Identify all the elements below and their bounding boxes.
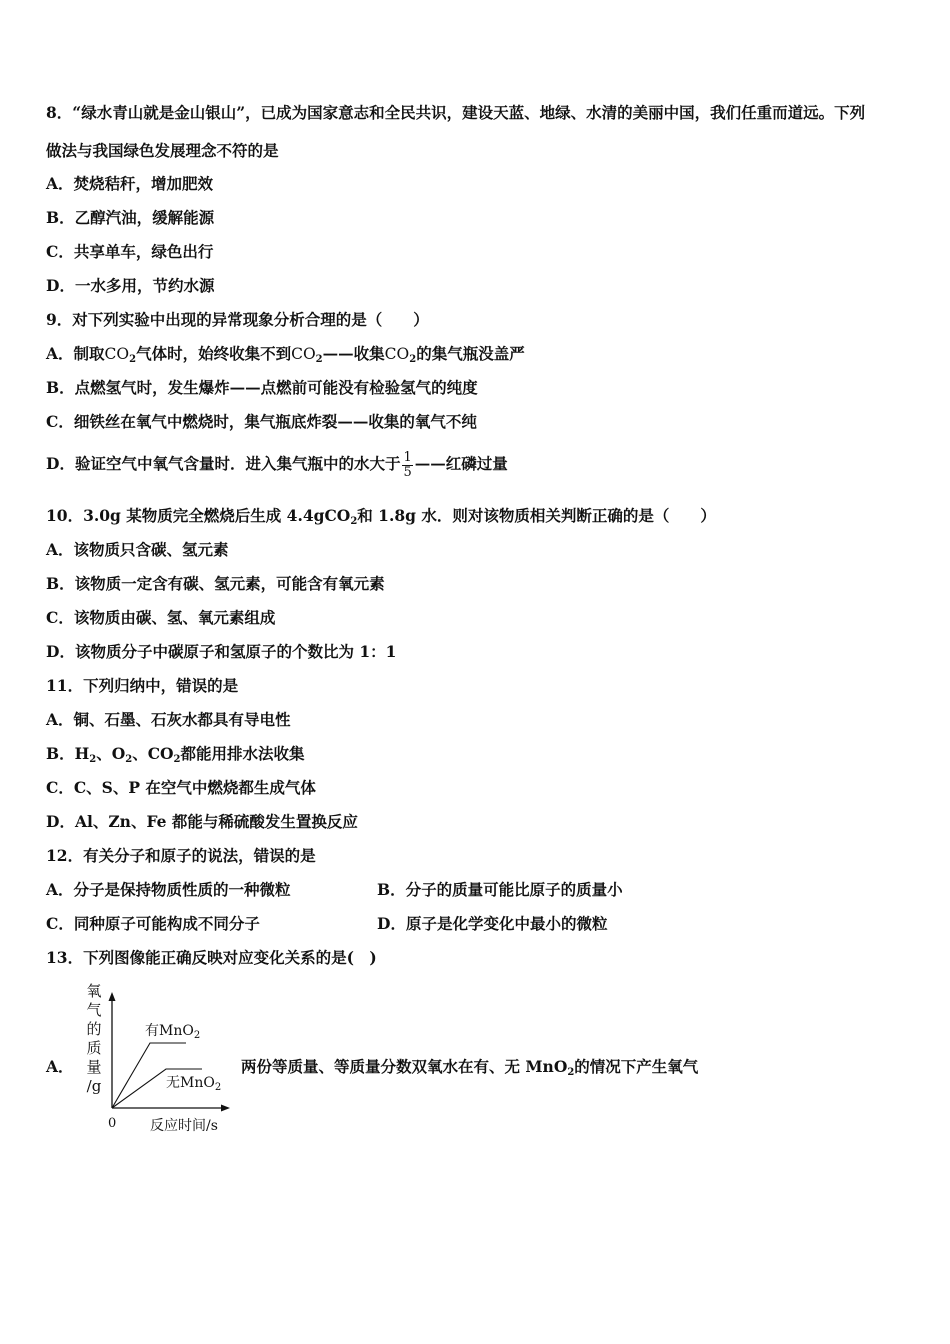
q9-option-d: D．验证空气中氧气含量时．进入集气瓶中的水大于 $\frac{1}{5}$ ——红磷过量 [46, 449, 508, 480]
q8-option-c: C．共享单车，绿色出行 [46, 242, 214, 261]
q10-option-b: B．该物质一定含有碳、氢元素，可能含有氧元素 [46, 574, 385, 593]
graph-x-axis-arrow [221, 1105, 230, 1112]
q8-option-a: A．焚烧秸秆，增加肥效 [46, 174, 214, 193]
q9-option-c: C．细铁丝在氧气中燃烧时，集气瓶底炸裂——收集的氧气不纯 [46, 412, 477, 431]
q11-option-d: D．Al、Zn、Fe 都能与稀硫酸发生置换反应 [46, 812, 358, 831]
q9-option-a: A．制取$CO_2$气体时，始终收集不到$CO_2——$收集$CO_2$的集气瓶没盖严 [46, 344, 525, 365]
q8-option-b: B．乙醇汽油，缓解能源 [46, 208, 215, 227]
q11-option-c: C．C、S、P 在空气中燃烧都生成气体 [46, 778, 316, 797]
q13-stem: 13．下列图像能正确反映对应变化关系的是( ) [46, 948, 377, 967]
graph-y-axis-arrow [109, 992, 116, 1001]
fraction-one-fifth: $\frac{1}{5}$ [403, 449, 412, 480]
q12-stem: 12．有关分子和原子的说法，错误的是 [46, 846, 316, 865]
q11-option-b: B．$H_2$、$O_2$、$CO_2$都能用排水法收集 [46, 744, 305, 765]
q13-option-a-label: A． [46, 1057, 74, 1076]
q10-option-d: D．该物质分子中碳原子和氢原子的个数比为 1：1 [46, 642, 397, 661]
q8-stem-line2: 做法与我国绿色发展理念不符的是 [46, 141, 279, 160]
q12-option-b: B．分子的质量可能比原子的质量小 [377, 880, 623, 899]
q10-option-a: A．该物质只含碳、氢元素 [46, 540, 229, 559]
q13-option-a-graph [78, 982, 248, 1142]
q10-option-c: C．该物质由碳、氢、氧元素组成 [46, 608, 276, 627]
graph-x-axis-label: 反应时间/s [150, 1118, 218, 1134]
graph-y-axis-label: 氧 气 的 质 量 /g [86, 982, 102, 1095]
q11-stem: 11．下列归纳中，错误的是 [46, 676, 239, 695]
label-without-mno2: 无MnO$_2$ [166, 1075, 222, 1093]
label-with-mno2: 有MnO$_2$ [145, 1023, 201, 1041]
q8-stem-line1: 8．“绿水青山就是金山银山”，已成为国家意志和全民共识，建设天蓝、地绿、水清的美丽中国，我们任重而道远。下列 [46, 103, 866, 122]
graph-origin-label: 0 [108, 1116, 117, 1131]
q11-option-a: A．铜、石墨、石灰水都具有导电性 [46, 710, 291, 729]
q9-option-b: B．点燃氢气时，发生爆炸——点燃前可能没有检验氢气的纯度 [46, 378, 478, 397]
q10-stem: 10．3.0g 某物质完全燃烧后生成 4.4gCO$_2$和 1.8g 水．则对该物质相关判断正确的是（ ） [46, 506, 716, 527]
q12-option-a: A．分子是保持物质性质的一种微粒 [46, 880, 291, 899]
q13-option-a-description: 两份等质量、等质量分数双氧水在有、无 MnO$_2$的情况下产生氧气 [241, 1057, 699, 1078]
q12-option-d: D．原子是化学变化中最小的微粒 [377, 914, 608, 933]
q9-stem: 9．对下列实验中出现的异常现象分析合理的是（ ） [46, 310, 429, 329]
q8-option-d: D．一水多用，节约水源 [46, 276, 215, 295]
q12-option-c: C．同种原子可能构成不同分子 [46, 914, 260, 933]
